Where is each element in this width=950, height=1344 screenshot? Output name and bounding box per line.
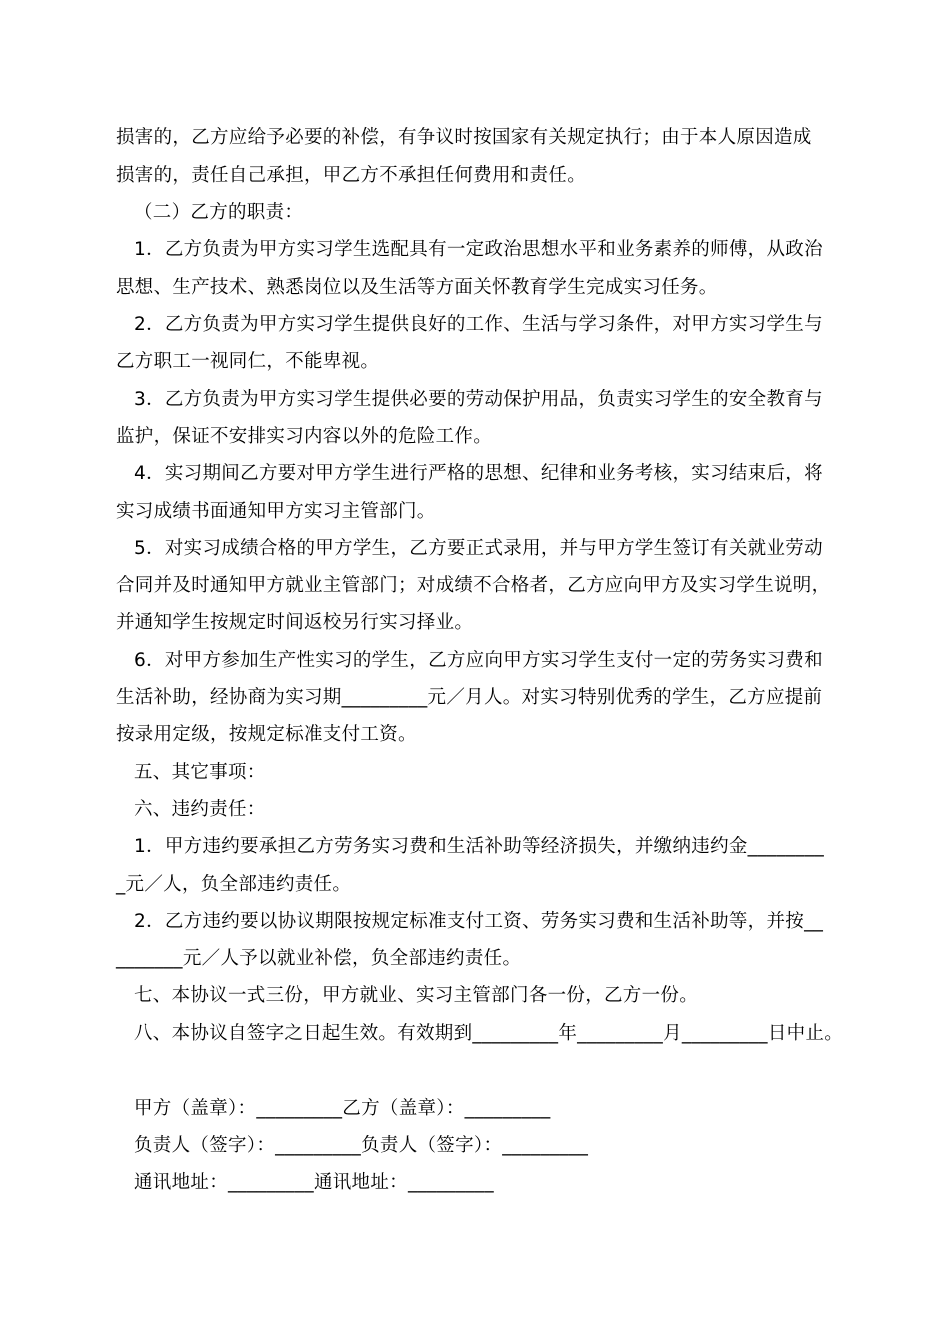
- clause-line: 1．甲方违约要承担乙方劳务实习费和生活补助等经济损失，并缴纳违约金________: [134, 836, 825, 857]
- clause-line: 1．乙方负责为甲方实习学生选配具有一定政治思想水平和业务素养的师傅，从政治: [134, 239, 823, 260]
- clause-line: 3．乙方负责为甲方实习学生提供必要的劳动保护用品，负责实习学生的安全教育与: [134, 389, 823, 410]
- section-heading: 七、本协议一式三份，甲方就业、实习主管部门各一份，乙方一份。: [134, 985, 699, 1006]
- signature-line-address: 通讯地址：_________通讯地址：_________: [134, 1172, 494, 1193]
- section-heading: 五、其它事项：: [134, 762, 266, 783]
- body-line: 按录用定级，按规定标准支付工资。: [116, 724, 417, 745]
- body-line: 监护，保证不安排实习内容以外的危险工作。: [116, 426, 493, 447]
- body-line: 损害的，乙方应给予必要的补偿，有争议时按国家有关规定执行；由于本人原因造成: [116, 127, 812, 148]
- clause-line: 5．对实习成绩合格的甲方学生，乙方要正式录用，并与甲方学生签订有关就业劳动: [134, 538, 823, 559]
- section-heading: 六、违约责任：: [134, 799, 266, 820]
- signature-line-responsible: 负责人（签字）：_________负责人（签字）：_________: [134, 1135, 589, 1156]
- section-heading: （二）乙方的职责：: [134, 202, 304, 223]
- body-line: _______元／人予以就业补偿，负全部违约责任。: [116, 948, 522, 969]
- clause-line: 2．乙方负责为甲方实习学生提供良好的工作、生活与学习条件，对甲方实习学生与: [134, 314, 823, 335]
- body-line: 生活补助，经协商为实习期_________元／月人。对实习特别优秀的学生，乙方应提前: [116, 687, 823, 708]
- body-line: 并通知学生按规定时间返校另行实习择业。: [116, 612, 474, 633]
- clause-line: 4．实习期间乙方要对甲方学生进行严格的思想、纪律和业务考核，实习结束后，将: [134, 463, 823, 484]
- body-line: 思想、生产技术、熟悉岗位以及生活等方面关怀教育学生完成实习任务。: [116, 277, 718, 298]
- clause-line: 6．对甲方参加生产性实习的学生，乙方应向甲方实习学生支付一定的劳务实习费和: [134, 650, 823, 671]
- body-line: _元／人，负全部违约责任。: [116, 874, 352, 895]
- body-line: 乙方职工一视同仁，不能卑视。: [116, 351, 380, 372]
- body-line: 实习成绩书面通知甲方实习主管部门。: [116, 501, 436, 522]
- clause-line: 2．乙方违约要以协议期限按规定标准支付工资、劳务实习费和生活补助等，并按__: [134, 911, 824, 932]
- body-line: 损害的，责任自己承担，甲乙方不承担任何费用和责任。: [116, 165, 587, 186]
- section-heading: 八、本协议自签字之日起生效。有效期到_________年_________月_________日中止。: [134, 1023, 844, 1044]
- body-line: 合同并及时通知甲方就业主管部门；对成绩不合格者，乙方应向甲方及实习学生说明，: [116, 575, 831, 596]
- signature-line-seal: 甲方（盖章）：_________乙方（盖章）：_________: [134, 1098, 551, 1119]
